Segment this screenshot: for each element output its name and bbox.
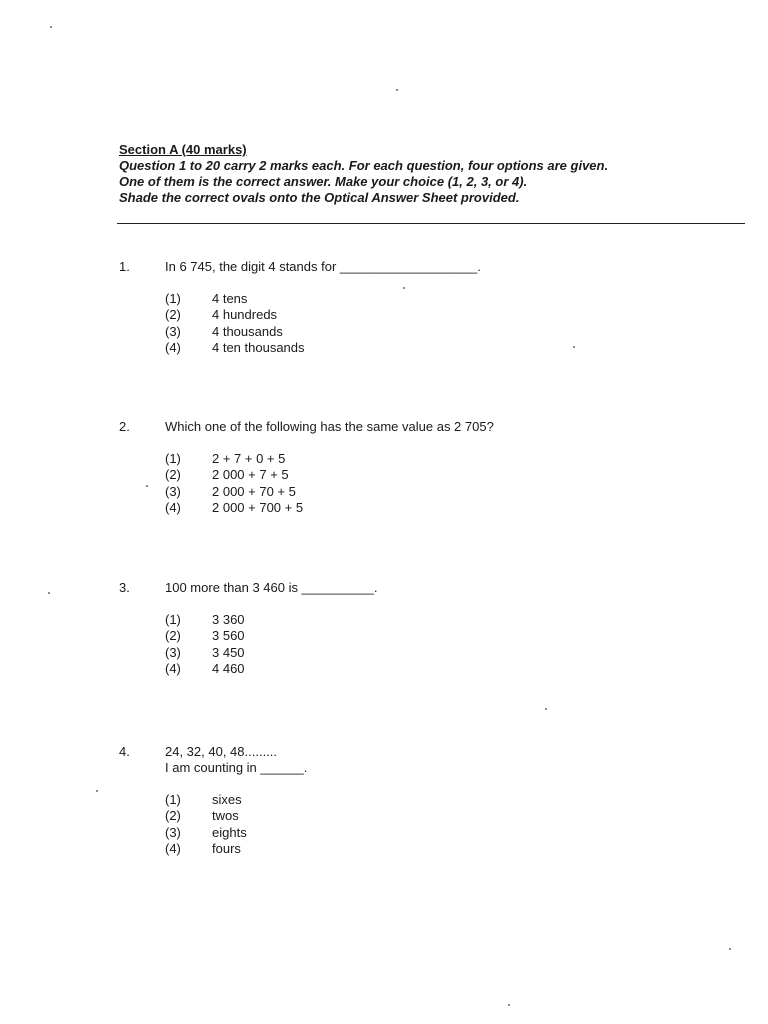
question-1 (119, 259, 719, 356)
option-text: 4 ten thousands (212, 339, 305, 355)
question-text: In 6 745, the digit 4 stands for ___________________. (165, 259, 481, 274)
option-list (165, 792, 719, 857)
option-list (165, 451, 719, 516)
scan-speck (48, 592, 50, 594)
question-3 (119, 580, 719, 677)
question-text: Which one of the following has the same value as 2 705? (165, 419, 494, 434)
option (165, 324, 719, 340)
option-text: 2 + 7 + 0 + 5 (212, 451, 286, 466)
option-number: (2) (165, 808, 181, 824)
option (165, 291, 719, 307)
option (165, 451, 719, 467)
option-number: (1) (165, 792, 181, 807)
option (165, 612, 719, 628)
option-number: (1) (165, 451, 181, 466)
option (165, 841, 719, 857)
option-list (165, 612, 719, 677)
option-number: (3) (165, 483, 181, 499)
option-number: (3) (165, 824, 181, 840)
option-number: (2) (165, 467, 181, 483)
option-number: (4) (165, 840, 181, 856)
option-text: 2 000 + 7 + 5 (212, 467, 289, 483)
section-divider (117, 223, 745, 224)
option-text: 4 tens (212, 291, 248, 306)
question-number: 2. (119, 419, 130, 434)
scan-speck (508, 1004, 510, 1006)
scan-speck (729, 948, 731, 950)
option-text: eights (212, 824, 247, 840)
option-text: 4 thousands (212, 323, 283, 339)
option-number: (3) (165, 323, 181, 339)
option (165, 467, 719, 483)
option-number: (1) (165, 612, 181, 627)
option (165, 661, 719, 677)
option-text: 3 360 (212, 612, 245, 627)
question-4 (119, 744, 719, 857)
scan-speck (396, 89, 398, 91)
option-text: sixes (212, 792, 242, 807)
option-number: (3) (165, 644, 181, 660)
option (165, 484, 719, 500)
scan-speck (146, 485, 148, 487)
question-text: 100 more than 3 460 is __________. (165, 580, 378, 595)
option-text: 3 450 (212, 644, 245, 660)
option-number: (2) (165, 628, 181, 644)
question-text: 24, 32, 40, 48......... (165, 744, 278, 759)
scan-speck (96, 790, 98, 792)
option (165, 307, 719, 323)
question-number: 1. (119, 259, 130, 274)
option-text: 2 000 + 70 + 5 (212, 483, 296, 499)
instruction-line: Question 1 to 20 carry 2 marks each. For each question, four options are given. (119, 158, 609, 173)
option-text: 3 560 (212, 628, 245, 644)
scan-speck (545, 708, 547, 710)
option-text: fours (212, 840, 241, 856)
instruction-line: One of them is the correct answer. Make your choice (1, 2, 3, or 4). (119, 174, 528, 189)
option-text: 4 460 (212, 660, 245, 676)
question-text-line-2: I am counting in ______. (165, 760, 308, 775)
question-number: 4. (119, 744, 130, 759)
scan-speck (403, 287, 405, 289)
option-text: twos (212, 808, 239, 824)
option (165, 628, 719, 644)
option-text: 2 000 + 700 + 5 (212, 499, 304, 515)
option (165, 645, 719, 661)
option-number: (4) (165, 339, 181, 355)
scan-speck (50, 26, 52, 28)
question-number: 3. (119, 580, 130, 595)
option-number: (4) (165, 660, 181, 676)
scan-speck (573, 346, 575, 348)
option (165, 500, 719, 516)
section-header (119, 142, 749, 206)
option (165, 808, 719, 824)
question-2 (119, 419, 719, 516)
option-list (165, 291, 719, 356)
option-number: (4) (165, 499, 181, 515)
option (165, 340, 719, 356)
option-number: (2) (165, 307, 181, 323)
option (165, 792, 719, 808)
option (165, 825, 719, 841)
option-text: 4 hundreds (212, 307, 278, 323)
option-number: (1) (165, 291, 181, 306)
instruction-line: Shade the correct ovals onto the Optical Answer Sheet provided. (119, 190, 520, 205)
section-title: Section A (40 marks) (119, 142, 247, 157)
